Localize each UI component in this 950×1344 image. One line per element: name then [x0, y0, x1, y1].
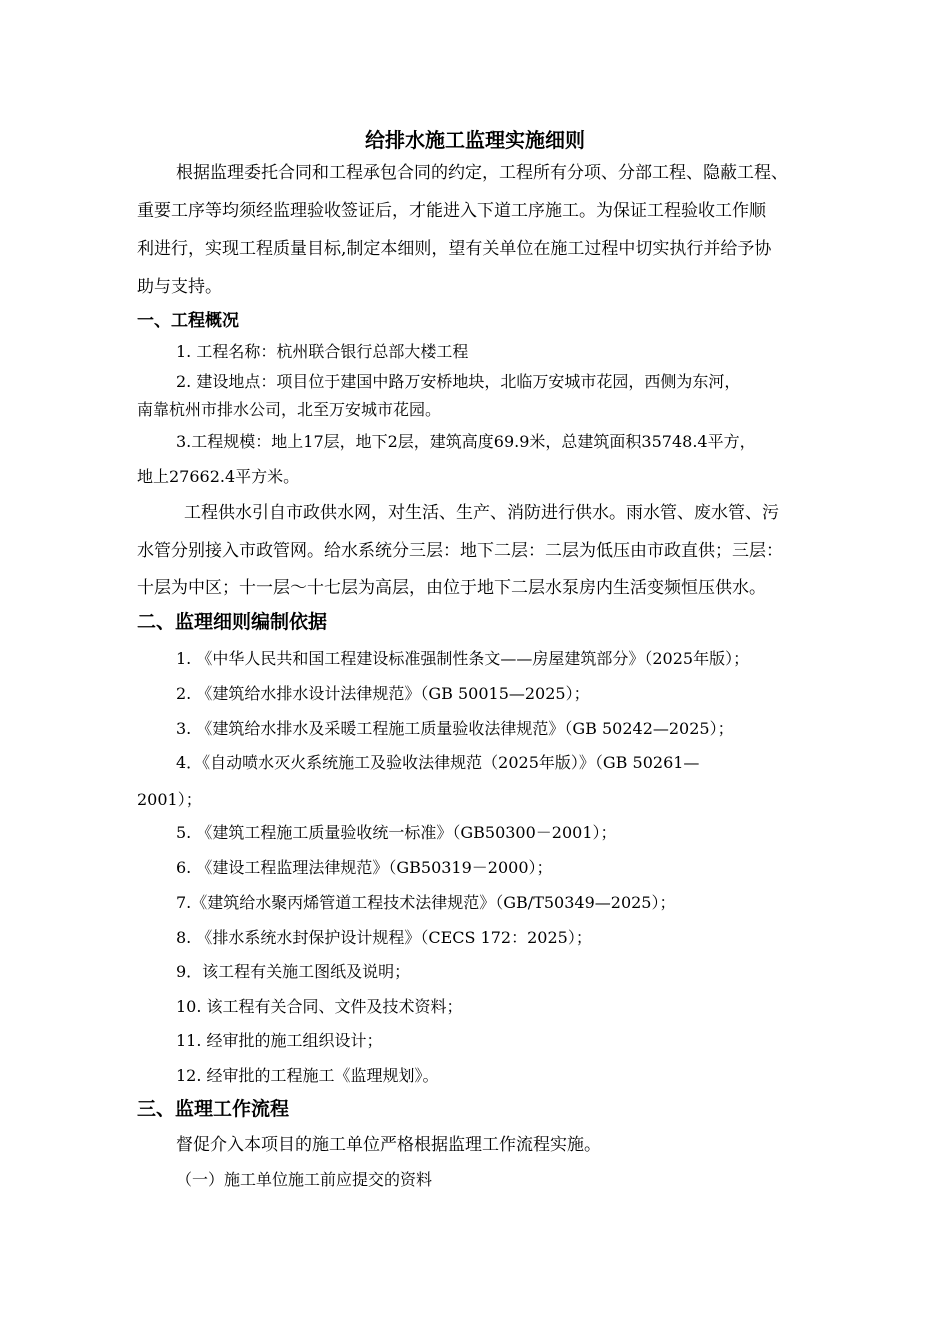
section2-item-2: 2. 《建筑给水排水设计法律规范》（GB 50015—2025）；: [176, 684, 590, 703]
section2-item-5: 5. 《建筑工程施工质量验收统一标准》（GB50300－2001）；: [176, 823, 617, 842]
section1-item-2-line-1: 2. 建设地点：项目位于建国中路万安桥地块，北临万安城市花园，西侧为东河，: [176, 372, 741, 391]
section3-heading: 三、监理工作流程: [137, 1098, 290, 1120]
intro-line-1: 根据监理委托合同和工程承包合同的约定，工程所有分项、分部工程、隐蔽工程、: [176, 163, 788, 183]
section2-item-8: 8. 《排水系统水封保护设计规程》（CECS 172：2025）；: [176, 928, 592, 947]
section1-heading: 一、工程概况: [137, 311, 239, 331]
section1-item-3-line-2: 地上27662.4平方米。: [137, 467, 300, 486]
intro-line-3: 利进行，实现工程质量目标,制定本细则，望有关单位在施工过程中切实执行并给予协: [137, 239, 772, 259]
section2-item-10: 10. 该工程有关合同、文件及技术资料；: [176, 997, 463, 1016]
section1-para-line-1: 工程供水引自市政供水网，对生活、生产、消防进行供水。雨水管、废水管、污: [184, 503, 779, 523]
section2-item-9: 9．该工程有关施工图纸及说明；: [176, 962, 411, 981]
section2-heading: 二、监理细则编制依据: [137, 611, 328, 633]
section3-para: 督促介入本项目的施工单位严格根据监理工作流程实施。: [176, 1135, 601, 1155]
section2-item-7: 7.《建筑给水聚丙烯管道工程技术法律规范》（GB/T50349—2025）；: [176, 893, 676, 912]
section1-item-2-line-2: 南靠杭州市排水公司，北至万安城市花园。: [137, 400, 442, 419]
section2-item-3: 3. 《建筑给水排水及采暖工程施工质量验收法律规范》（GB 50242—2025）；: [176, 719, 734, 738]
section3-subheading: （一）施工单位施工前应提交的资料: [176, 1170, 433, 1189]
section1-para-line-2: 水管分别接入市政管网。给水系统分三层：地下二层：二层为低压由市政直供；三层：: [137, 541, 783, 561]
section2-item-1: 1. 《中华人民共和国工程建设标准强制性条文——房屋建筑部分》（2025年版）；: [176, 649, 750, 668]
section2-item-6: 6. 《建设工程监理法律规范》（GB50319－2000）；: [176, 858, 553, 877]
section2-item-4-line-1: 4．《自动喷水灭火系统施工及验收法律规范（2025年版）》（GB 50261—: [176, 753, 700, 772]
section1-para-line-3: 十层为中区；十一层～十七层为高层，由位于地下二层水泵房内生活变频恒压供水。: [137, 578, 766, 598]
section1-item-1: 1. 工程名称：杭州联合银行总部大楼工程: [176, 342, 469, 361]
section2-item-11: 11. 经审批的施工组织设计；: [176, 1031, 383, 1050]
section2-item-12: 12. 经审批的工程施工《监理规划》。: [176, 1066, 439, 1085]
intro-line-4: 助与支持。: [137, 277, 222, 297]
section2-item-4-line-2: 2001）；: [137, 790, 202, 809]
document-title: 给排水施工监理实施细则: [365, 128, 585, 152]
section1-item-3-line-1: 3.工程规模：地上17层，地下2层，建筑高度69.9米，总建筑面积35748.4平方，: [176, 432, 756, 451]
intro-line-2: 重要工序等均须经监理验收签证后，才能进入下道工序施工。为保证工程验收工作顺: [137, 201, 766, 221]
